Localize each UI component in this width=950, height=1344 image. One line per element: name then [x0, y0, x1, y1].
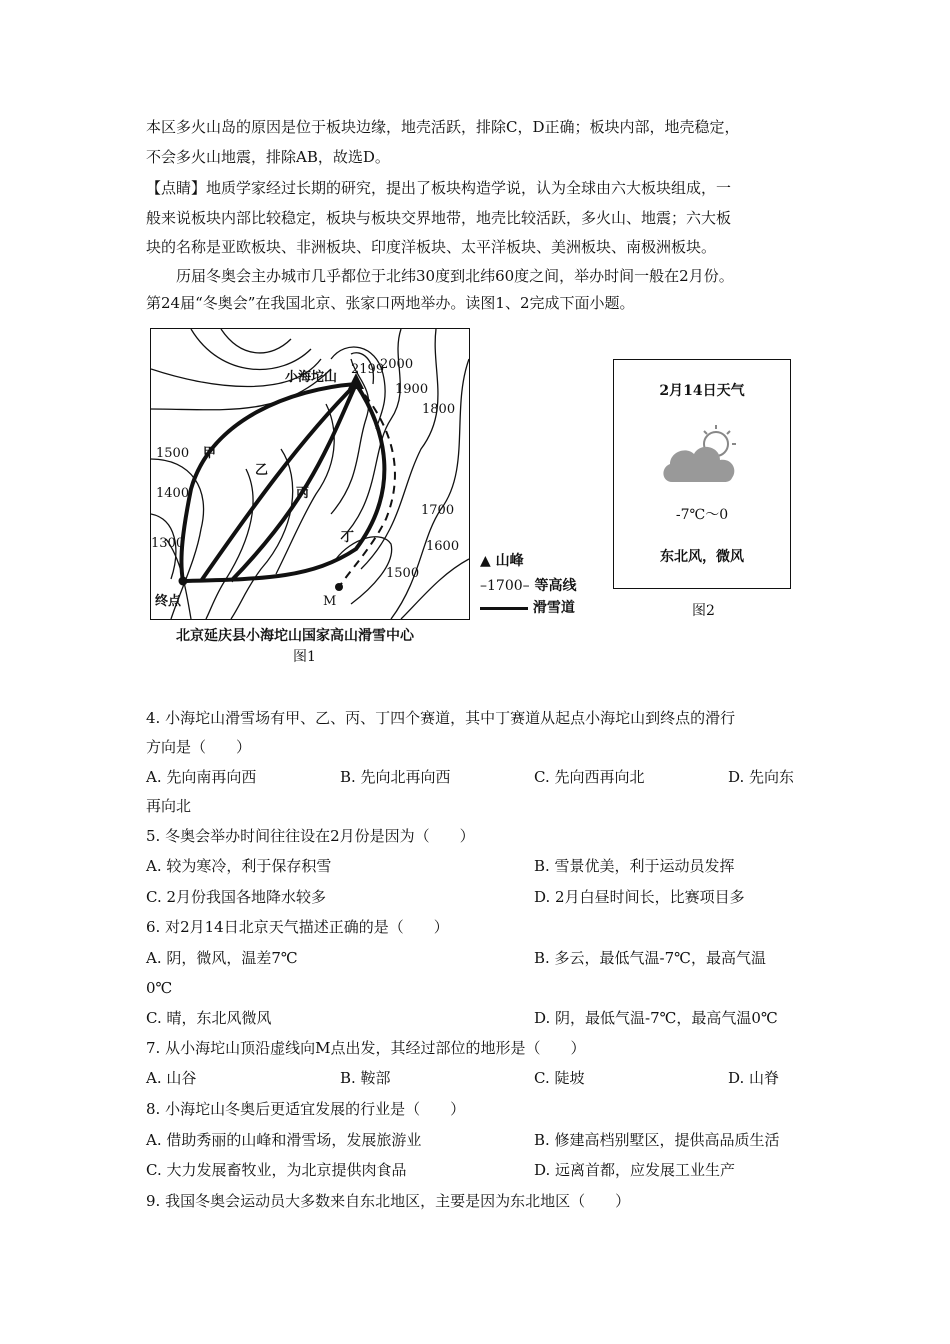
- q6-option-b-cont: 0℃: [146, 979, 173, 997]
- legend-ski-run: 滑雪道: [480, 597, 575, 617]
- contour-1500-left: 1500: [156, 446, 190, 461]
- weather-card: [613, 359, 791, 589]
- intro-line-2: 不会多火山地震，排除AB，故选D。: [146, 148, 390, 166]
- q7-option-d: D. 山脊: [728, 1069, 780, 1087]
- q5-option-b: B. 雪景优美，利于运动员发挥: [534, 857, 735, 875]
- contour-1900: 1900: [395, 382, 429, 397]
- intro-line-1: 本区多火山岛的原因是位于板块边缘，地壳活跃，排除C，D正确；板块内部，地壳稳定，: [146, 118, 740, 136]
- contour-1600: 1600: [426, 539, 460, 554]
- q4-option-a: A. 先向南再向西: [146, 768, 257, 786]
- run-label-ding: 丁: [341, 530, 355, 545]
- q6-option-c: C. 晴，东北风微风: [146, 1009, 272, 1027]
- weather-temp: -7℃～0: [675, 507, 729, 523]
- q8-stem: 8. 小海坨山冬奥后更适宜发展的行业是（ ）: [146, 1100, 466, 1118]
- q9-stem: 9. 我国冬奥会运动员大多数来自东北地区，主要是因为东北地区（ ）: [146, 1192, 631, 1210]
- run-label-yi: 乙: [255, 463, 269, 478]
- q5-option-d: D. 2月白昼时间长，比赛项目多: [534, 888, 745, 906]
- contour-2000: 2000: [380, 357, 414, 372]
- stem-line-2: 第24届“冬奥会”在我国北京、张家口两地举办。读图1、2完成下面小题。: [146, 294, 635, 312]
- q4-line-2: 方向是（ ）: [146, 738, 252, 756]
- q7-option-a: A. 山谷: [146, 1069, 197, 1087]
- q4-option-d: D. 先向东: [728, 768, 795, 786]
- legend-peak: ▲ 山峰: [480, 553, 524, 569]
- run-bing: [231, 384, 356, 581]
- run-label-bing: 丙: [296, 486, 310, 501]
- weather-title: 2月14日天气: [659, 383, 745, 399]
- run-ding: [183, 384, 384, 581]
- q8-option-c: C. 大力发展畜牧业，为北京提供肉食品: [146, 1161, 407, 1179]
- comment-line-2: 般来说板块内部比较稳定，板块与板块交界地带，地壳比较活跃，多火山、地震；六大板: [146, 209, 732, 227]
- end-point-label: 终点: [155, 594, 182, 609]
- contour-1300: 1300: [151, 536, 185, 551]
- q5-option-a: A. 较为寒冷，利于保存积雪: [146, 857, 332, 875]
- contour-map-svg: [151, 329, 469, 619]
- point-m-label: M: [323, 594, 337, 609]
- q6-stem: 6. 对2月14日北京天气描述正确的是（ ）: [146, 918, 449, 936]
- q4-option-c: C. 先向西再向北: [534, 768, 645, 786]
- peak-height: 2199: [351, 362, 385, 377]
- legend-ski-run-line: [480, 607, 528, 610]
- contour-map: [150, 328, 470, 620]
- comment-line-1: 【点睛】地质学家经过长期的研究，提出了板块构造学说，认为全球由六大板块组成，一: [146, 179, 732, 197]
- q4-option-b: B. 先向北再向西: [340, 768, 451, 786]
- q6-option-d: D. 阴，最低气温-7℃，最高气温0℃: [534, 1009, 778, 1027]
- end-point-dot: [179, 577, 188, 586]
- q6-option-a: A. 阴，微风，温差7℃: [146, 949, 298, 967]
- q6-option-b: B. 多云，最低气温-7℃，最高气温: [534, 949, 766, 967]
- q7-stem: 7. 从小海坨山顶沿虚线向M点出发，其经过部位的地形是（ ）: [146, 1039, 586, 1057]
- contour-1500-right: 1500: [386, 566, 420, 581]
- q8-option-b: B. 修建高档别墅区，提供高品质生活: [534, 1131, 780, 1149]
- run-yi: [201, 384, 356, 581]
- run-label-jia: 甲: [203, 446, 217, 461]
- legend-contour: –1700– 等高线: [480, 578, 577, 594]
- q8-option-d: D. 远离首都，应发展工业生产: [534, 1161, 736, 1179]
- q7-option-b: B. 鞍部: [340, 1069, 391, 1087]
- weather-wind: 东北风，微风: [660, 549, 744, 565]
- partly-cloudy-icon: [658, 422, 748, 492]
- fig1-caption: 北京延庆县小海坨山国家高山滑雪中心: [176, 628, 414, 644]
- contour-1400: 1400: [156, 486, 190, 501]
- q5-stem: 5. 冬奥会举办时间往往设在2月份是因为（ ）: [146, 827, 475, 845]
- fig1-label: 图1: [293, 649, 316, 665]
- legend-contour-sample: –1700–: [480, 578, 530, 594]
- point-m-dot: [335, 583, 343, 591]
- contour-1700: 1700: [421, 503, 455, 518]
- q4-option-d-cont: 再向北: [146, 797, 192, 815]
- legend-peak-icon: ▲: [480, 553, 491, 569]
- comment-line-3: 块的名称是亚欧板块、非洲板块、印度洋板块、太平洋板块、美洲板块、南极洲板块。: [146, 238, 717, 256]
- stem-line-1: 历届冬奥会主办城市几乎都位于北纬30度到北纬60度之间，举办时间一般在2月份。: [176, 267, 734, 285]
- q7-option-c: C. 陡坡: [534, 1069, 585, 1087]
- q5-option-c: C. 2月份我国各地降水较多: [146, 888, 327, 906]
- fig2-label: 图2: [692, 603, 715, 619]
- q8-option-a: A. 借助秀丽的山峰和滑雪场，发展旅游业: [146, 1131, 422, 1149]
- contour-1800: 1800: [422, 402, 456, 417]
- q4-line-1: 4. 小海坨山滑雪场有甲、乙、丙、丁四个赛道，其中丁赛道从起点小海坨山到终点的滑行: [146, 709, 736, 727]
- peak-name: 小海坨山: [285, 370, 338, 385]
